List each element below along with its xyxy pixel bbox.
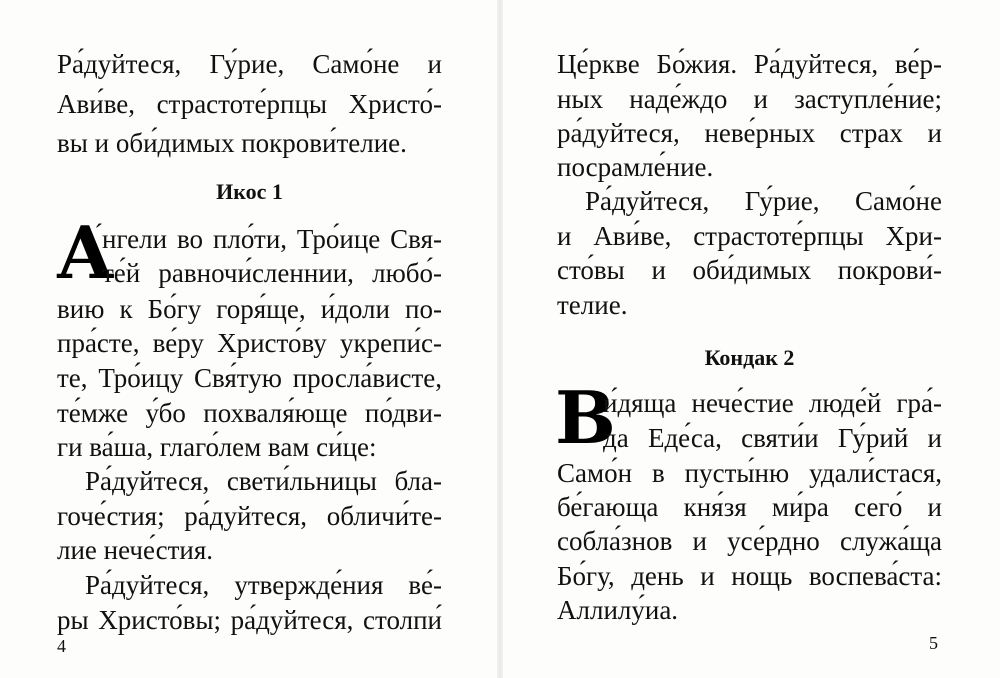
text-line: и́дяща нече́стие люде́й гра́- xyxy=(603,388,942,418)
text-line: Ра́дуйтеся, Гу́рие, Само́не xyxy=(585,186,942,216)
section-heading-ikos-1: Икос 1 xyxy=(216,179,283,204)
left-page xyxy=(0,0,497,678)
text-line: лие нече́стия. xyxy=(57,535,214,565)
right-page xyxy=(503,0,1000,678)
text-line: ́нгели во пло́ти, Тро́ице Свя- xyxy=(102,224,442,254)
text-line: Це́ркве Бо́жия. Ра́дуйтеся, ве́р- xyxy=(557,49,942,79)
text-line: те́й равночи́сленнии, любо́- xyxy=(102,258,442,288)
text-line: посрамле́ние. xyxy=(557,152,714,182)
text-line: ры Христо́вы; ра́дуйтеся, столпи́ xyxy=(57,605,442,635)
text-line: да Еде́са, святи́и Гу́рий и xyxy=(603,423,942,453)
text-line: ра́дуйтеся, неве́рных страх и xyxy=(557,118,942,148)
text-line: Аллилу́иа. xyxy=(557,595,679,625)
page-number: 5 xyxy=(929,633,938,653)
drop-cap: А xyxy=(56,210,115,295)
text-line: вы и оби́димых покрови́телие. xyxy=(57,128,407,158)
text-line: бе́гающа кня́зя ми́ра сего́ и xyxy=(557,492,942,522)
text-line: телие. xyxy=(557,290,628,320)
page-number: 4 xyxy=(57,636,66,656)
section-heading-kondak-2: Кондак 2 xyxy=(704,345,795,370)
text-line: Бо́гу, день и нощь воспева́ста: xyxy=(557,561,942,591)
text-line: те́мже у́бо похваля́юще по́дви- xyxy=(57,398,442,428)
text-line: и Ави́ве, страстоте́рпцы Хри- xyxy=(557,221,942,251)
text-line: те, Тро́ицу Свя́тую просла́висте, xyxy=(57,363,442,393)
text-line: гоче́стия; ра́дуйтеся, обличи́те- xyxy=(57,501,442,531)
text-line: Ра́дуйтеся, Гу́рие, Само́не и xyxy=(57,49,442,79)
text-line: Ави́ве, страстоте́рпцы Христо́- xyxy=(57,89,442,119)
text-line: Ра́дуйтеся, свети́льницы бла- xyxy=(85,466,442,496)
text-line: сто́вы и оби́димых покрови́- xyxy=(557,255,942,285)
drop-cap: В xyxy=(555,375,616,460)
text-line: собла́знов и усе́рдно служа́ща xyxy=(557,526,942,556)
text-line: ных наде́ждо и заступле́ние; xyxy=(557,84,942,114)
text-line: Ра́дуйтеся, утвержде́ния ве́- xyxy=(85,570,442,600)
text-line: вию к Бо́гу горя́ще, и́доли по- xyxy=(57,294,442,324)
text-line: ги ва́ша, глаго́лем вам си́це: xyxy=(57,432,377,462)
text-line: пра́сте, ве́ру Христо́ву укрепи́с- xyxy=(57,328,442,358)
text-line: Само́н в пусты́ню удали́стася, xyxy=(557,458,942,488)
